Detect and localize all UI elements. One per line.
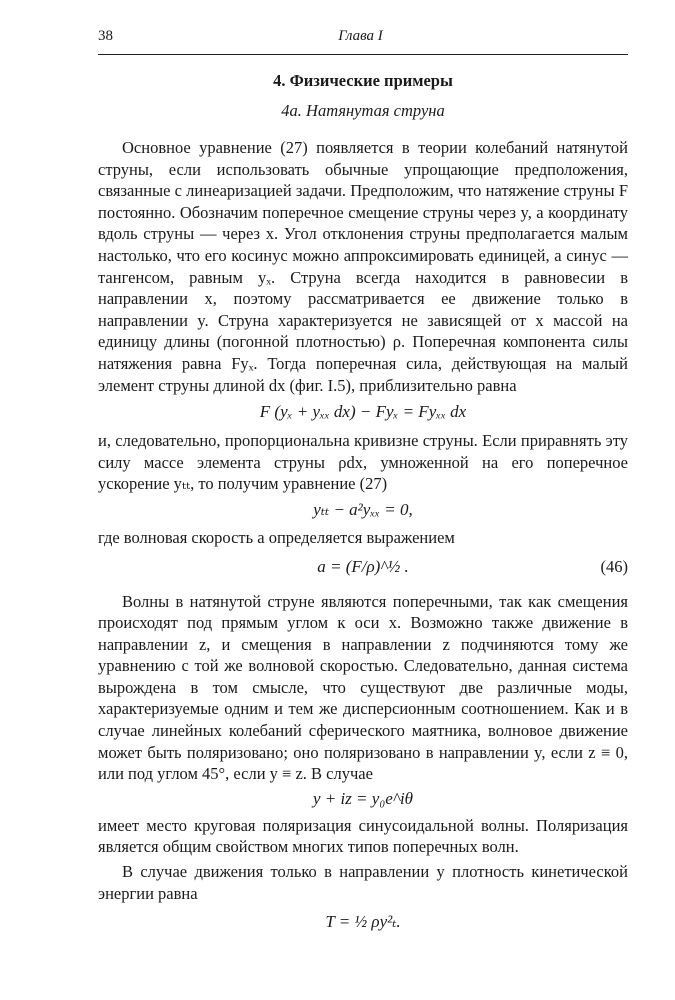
section-title: 4. Физические примеры (273, 71, 453, 90)
paragraph: Основное уравнение (27) появляется в теории колебаний натянутой струны, если использовать обычные упрощающие предположения, связанные с линеаризацией задачи. Предположим, что натяжение струны F постоянно. Обозначим поперечное смещение струны через y, а координату вдоль струны — через x. Угол отклонения струны предполагается малым настолько, что его косинус можно аппроксимировать единицей, а синус — тангенсом, равным yₓ. Струна всегда находится в равновесии в направлении x, поэтому рассматривается ее движение только в направлении y. Струна характеризуется не зависящей от x массой на единицу длины (погонной плотностью) ρ. Поперечная компонента силы натяжения равна Fyₓ. Тогда поперечная сила, действующая на малый элемент струны длиной dx (фиг. I.5), приблизительно равна (98, 138, 628, 395)
equation-number: (46) (600, 556, 628, 576)
paragraph: В случае движения только в направлении y плотность кинетической энергии равна (98, 862, 628, 903)
paragraph: где волновая скорость a определяется выражением (98, 527, 455, 547)
subsection-title: 4а. Натянутая струна (281, 101, 445, 120)
book-page (98, 28, 628, 932)
paragraph: имеет место круговая поляризация синусоидальной волны. Поляризация является общим свойством многих типов поперечных волн. (98, 815, 628, 857)
equation-text: yₜₜ − a²yₓₓ = 0, (313, 499, 413, 519)
equation (98, 789, 628, 809)
equation (98, 912, 628, 932)
running-header (98, 28, 628, 52)
equation (98, 557, 628, 577)
equation-text: F (yₓ + yₓₓ dx) − Fyₓ = Fyₓₓ dx (259, 402, 467, 422)
page-number: 38 (98, 28, 113, 44)
equation (98, 402, 628, 422)
paragraph: Волны в натянутой струне являются поперечными, так как смещения происходят под прямым углом к оси x. Возможно также движение в направлении z, и смещения в направлении z подчиняются тому же уравнению с той же волновой скоростью. Следовательно, данная система вырождена в том смысле, что существуют две различные моды, характеризуемые одним и тем же дисперсионным соотношением. Как и в случае линейных колебаний сферического маятника, волновое движение может быть поляризовано; оно поляризовано в направлении y, если z ≡ 0, или под углом 45°, если y ≡ z. В случае (98, 591, 628, 784)
equation (98, 500, 628, 520)
equation-text: T = ½ ρy²ₜ. (325, 912, 401, 932)
paragraph: и, следовательно, пропорциональна кривизне струны. Если приравнять эту силу массе элемента струны ρdx, умноженной на его поперечное ускорение yₜₜ, то получим уравнение (27) (98, 431, 628, 494)
equation-text: y + iz = y₀e^iθ (312, 788, 414, 808)
equation-text: a = (F/ρ)^½ . (317, 556, 409, 576)
chapter-title: Глава I (338, 28, 383, 44)
header-rule (98, 54, 628, 55)
